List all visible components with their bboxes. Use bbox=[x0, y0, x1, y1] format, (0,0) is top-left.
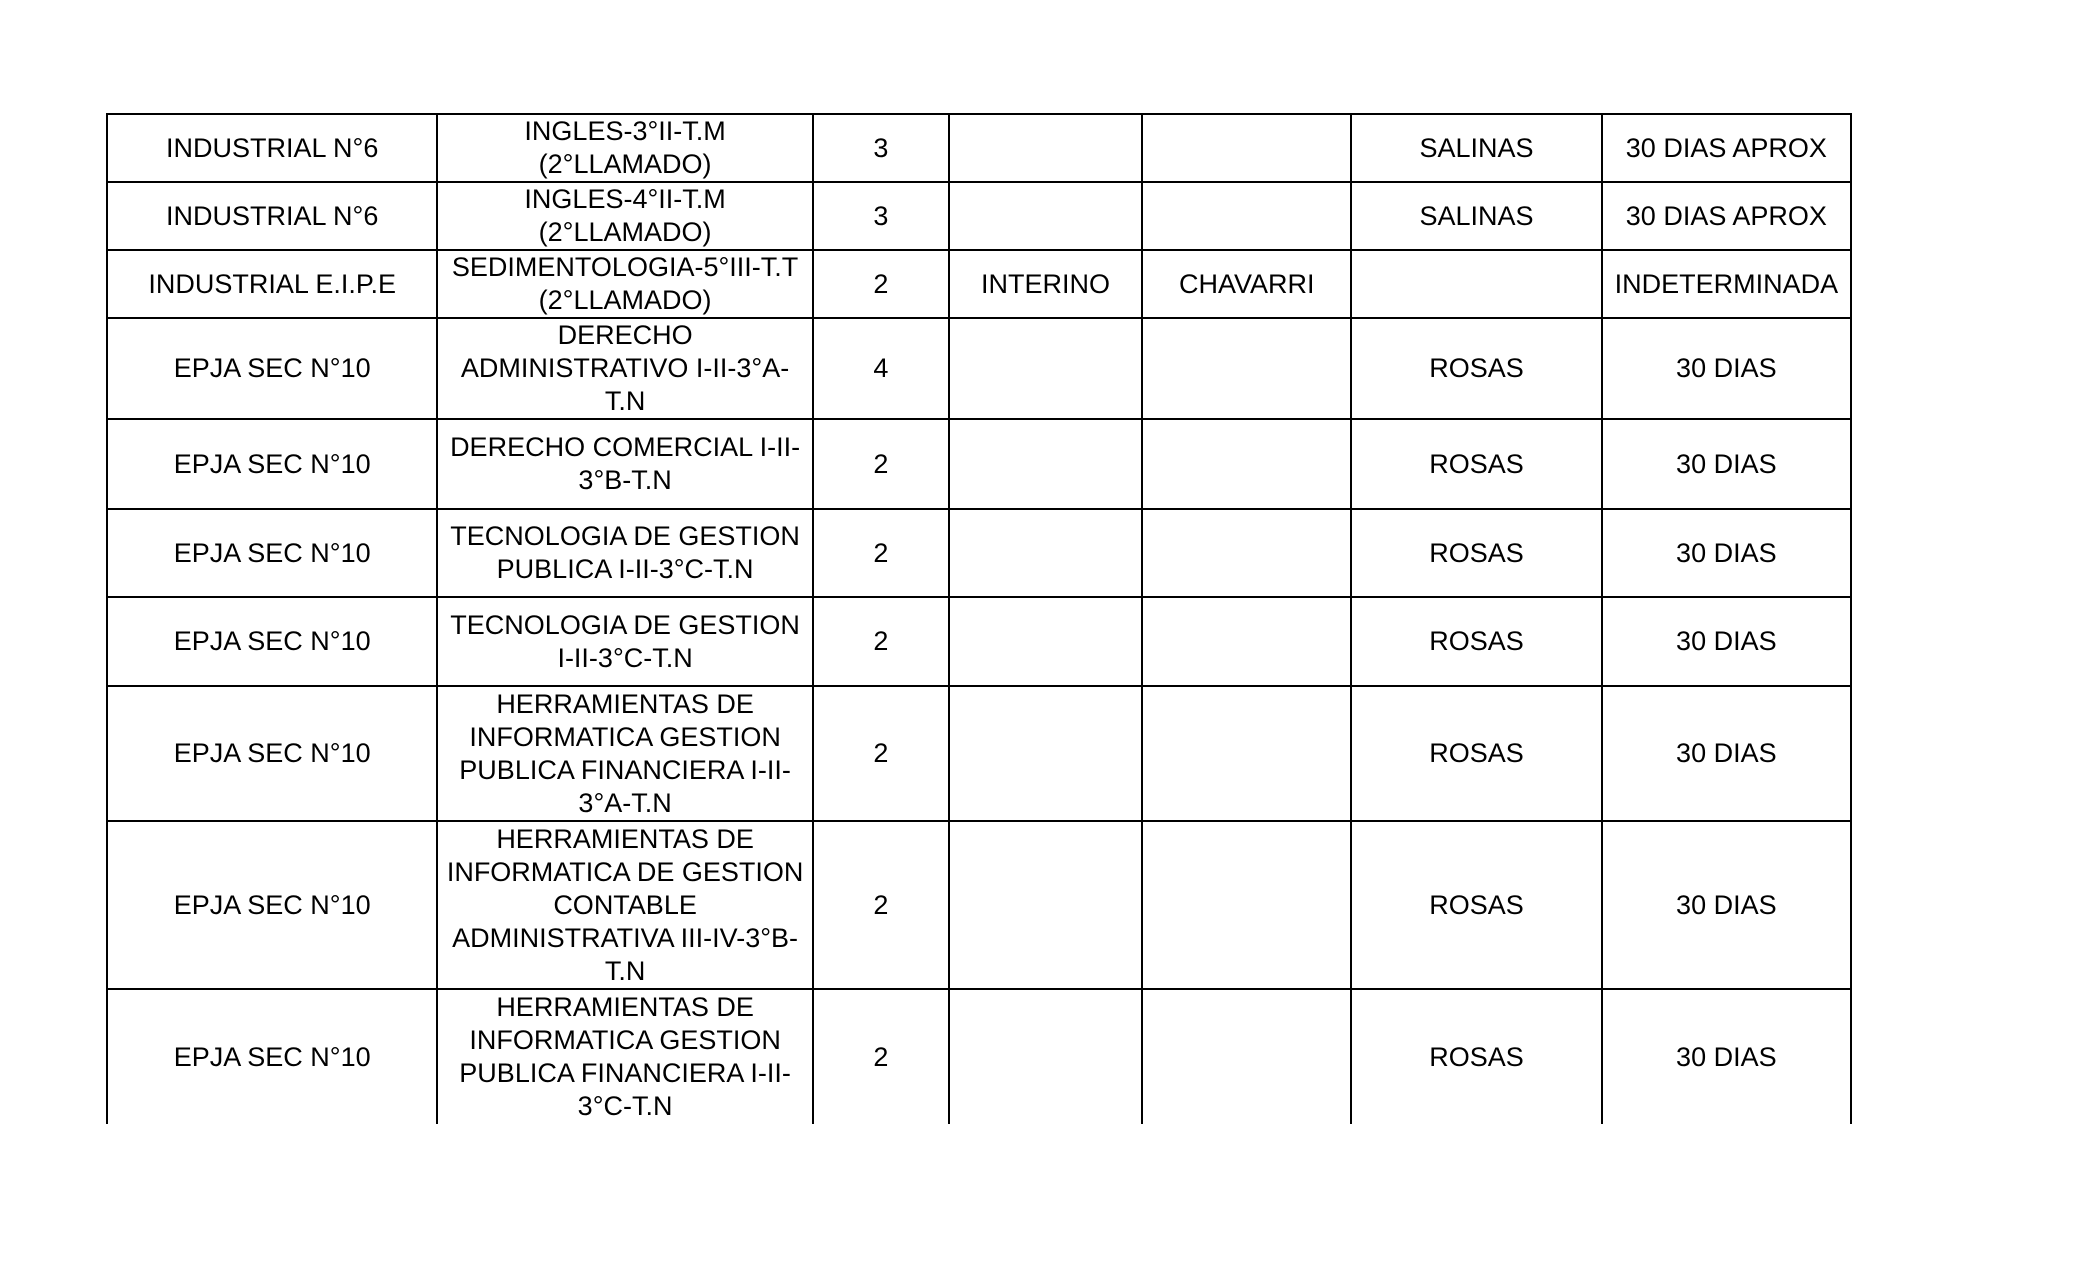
table-row bbox=[107, 686, 1851, 821]
cell-duration: 30 DIAS bbox=[1602, 509, 1851, 597]
cell-status bbox=[949, 509, 1142, 597]
cell-school: INDUSTRIAL N°6 bbox=[107, 182, 437, 250]
cell-school: INDUSTRIAL N°6 bbox=[107, 114, 437, 182]
cell-replaced: ROSAS bbox=[1351, 318, 1601, 419]
cell-status bbox=[949, 597, 1142, 686]
cell-duration: 30 DIAS bbox=[1602, 597, 1851, 686]
cell-status bbox=[949, 821, 1142, 989]
cell-replaced: ROSAS bbox=[1351, 509, 1601, 597]
cell-duration: 30 DIAS bbox=[1602, 821, 1851, 989]
cell-subject: DERECHO ADMINISTRATIVO I-II-3°A- T.N bbox=[437, 318, 812, 419]
cell-subject: TECNOLOGIA DE GESTION I-II-3°C-T.N bbox=[437, 597, 812, 686]
cell-subject: INGLES-4°II-T.M (2°LLAMADO) bbox=[437, 182, 812, 250]
table-row bbox=[107, 250, 1851, 318]
cell-subject: SEDIMENTOLOGIA-5°III-T.T (2°LLAMADO) bbox=[437, 250, 812, 318]
table-row bbox=[107, 509, 1851, 597]
cell-duration: INDETERMINADA bbox=[1602, 250, 1851, 318]
cell-status bbox=[949, 686, 1142, 821]
cell-school: INDUSTRIAL E.I.P.E bbox=[107, 250, 437, 318]
cell-hours: 2 bbox=[813, 821, 949, 989]
table-row bbox=[107, 419, 1851, 509]
cell-hours: 2 bbox=[813, 419, 949, 509]
vacancy-table bbox=[106, 113, 1852, 1124]
cell-holder bbox=[1142, 318, 1351, 419]
vacancy-table-sheet bbox=[106, 113, 1852, 1124]
cell-replaced: ROSAS bbox=[1351, 597, 1601, 686]
cell-subject: TECNOLOGIA DE GESTION PUBLICA I-II-3°C-T.N bbox=[437, 509, 812, 597]
cell-duration: 30 DIAS APROX bbox=[1602, 182, 1851, 250]
cell-replaced bbox=[1351, 250, 1601, 318]
cell-status bbox=[949, 419, 1142, 509]
cell-holder bbox=[1142, 509, 1351, 597]
table-row bbox=[107, 114, 1851, 182]
cell-replaced: ROSAS bbox=[1351, 989, 1601, 1124]
cell-subject: HERRAMIENTAS DE INFORMATICA GESTION PUBLICA FINANCIERA I-II- 3°C-T.N bbox=[437, 989, 812, 1124]
cell-school: EPJA SEC N°10 bbox=[107, 597, 437, 686]
cell-subject: DERECHO COMERCIAL I-II- 3°B-T.N bbox=[437, 419, 812, 509]
cell-replaced: SALINAS bbox=[1351, 182, 1601, 250]
table-row bbox=[107, 318, 1851, 419]
cell-replaced: ROSAS bbox=[1351, 686, 1601, 821]
cell-subject: INGLES-3°II-T.M (2°LLAMADO) bbox=[437, 114, 812, 182]
cell-duration: 30 DIAS bbox=[1602, 989, 1851, 1124]
cell-subject: HERRAMIENTAS DE INFORMATICA DE GESTION CONTABLE ADMINISTRATIVA III-IV-3°B- T.N bbox=[437, 821, 812, 989]
cell-duration: 30 DIAS bbox=[1602, 419, 1851, 509]
cell-replaced: SALINAS bbox=[1351, 114, 1601, 182]
cell-duration: 30 DIAS APROX bbox=[1602, 114, 1851, 182]
cell-holder: CHAVARRI bbox=[1142, 250, 1351, 318]
cell-school: EPJA SEC N°10 bbox=[107, 318, 437, 419]
cell-holder bbox=[1142, 419, 1351, 509]
cell-holder bbox=[1142, 821, 1351, 989]
cell-hours: 4 bbox=[813, 318, 949, 419]
cell-holder bbox=[1142, 597, 1351, 686]
table-row bbox=[107, 182, 1851, 250]
cell-status bbox=[949, 989, 1142, 1124]
cell-holder bbox=[1142, 182, 1351, 250]
cell-school: EPJA SEC N°10 bbox=[107, 686, 437, 821]
cell-status: INTERINO bbox=[949, 250, 1142, 318]
cell-holder bbox=[1142, 989, 1351, 1124]
cell-hours: 2 bbox=[813, 989, 949, 1124]
cell-hours: 3 bbox=[813, 182, 949, 250]
cell-duration: 30 DIAS bbox=[1602, 318, 1851, 419]
cell-school: EPJA SEC N°10 bbox=[107, 989, 437, 1124]
cell-hours: 2 bbox=[813, 597, 949, 686]
table-row bbox=[107, 821, 1851, 989]
cell-school: EPJA SEC N°10 bbox=[107, 419, 437, 509]
cell-replaced: ROSAS bbox=[1351, 821, 1601, 989]
cell-status bbox=[949, 114, 1142, 182]
cell-status bbox=[949, 318, 1142, 419]
cell-status bbox=[949, 182, 1142, 250]
cell-replaced: ROSAS bbox=[1351, 419, 1601, 509]
cell-duration: 30 DIAS bbox=[1602, 686, 1851, 821]
cell-holder bbox=[1142, 686, 1351, 821]
cell-hours: 2 bbox=[813, 686, 949, 821]
table-row bbox=[107, 989, 1851, 1124]
table-row bbox=[107, 597, 1851, 686]
cell-holder bbox=[1142, 114, 1351, 182]
cell-school: EPJA SEC N°10 bbox=[107, 821, 437, 989]
cell-hours: 2 bbox=[813, 509, 949, 597]
cell-school: EPJA SEC N°10 bbox=[107, 509, 437, 597]
cell-hours: 3 bbox=[813, 114, 949, 182]
cell-subject: HERRAMIENTAS DE INFORMATICA GESTION PUBLICA FINANCIERA I-II- 3°A-T.N bbox=[437, 686, 812, 821]
cell-hours: 2 bbox=[813, 250, 949, 318]
